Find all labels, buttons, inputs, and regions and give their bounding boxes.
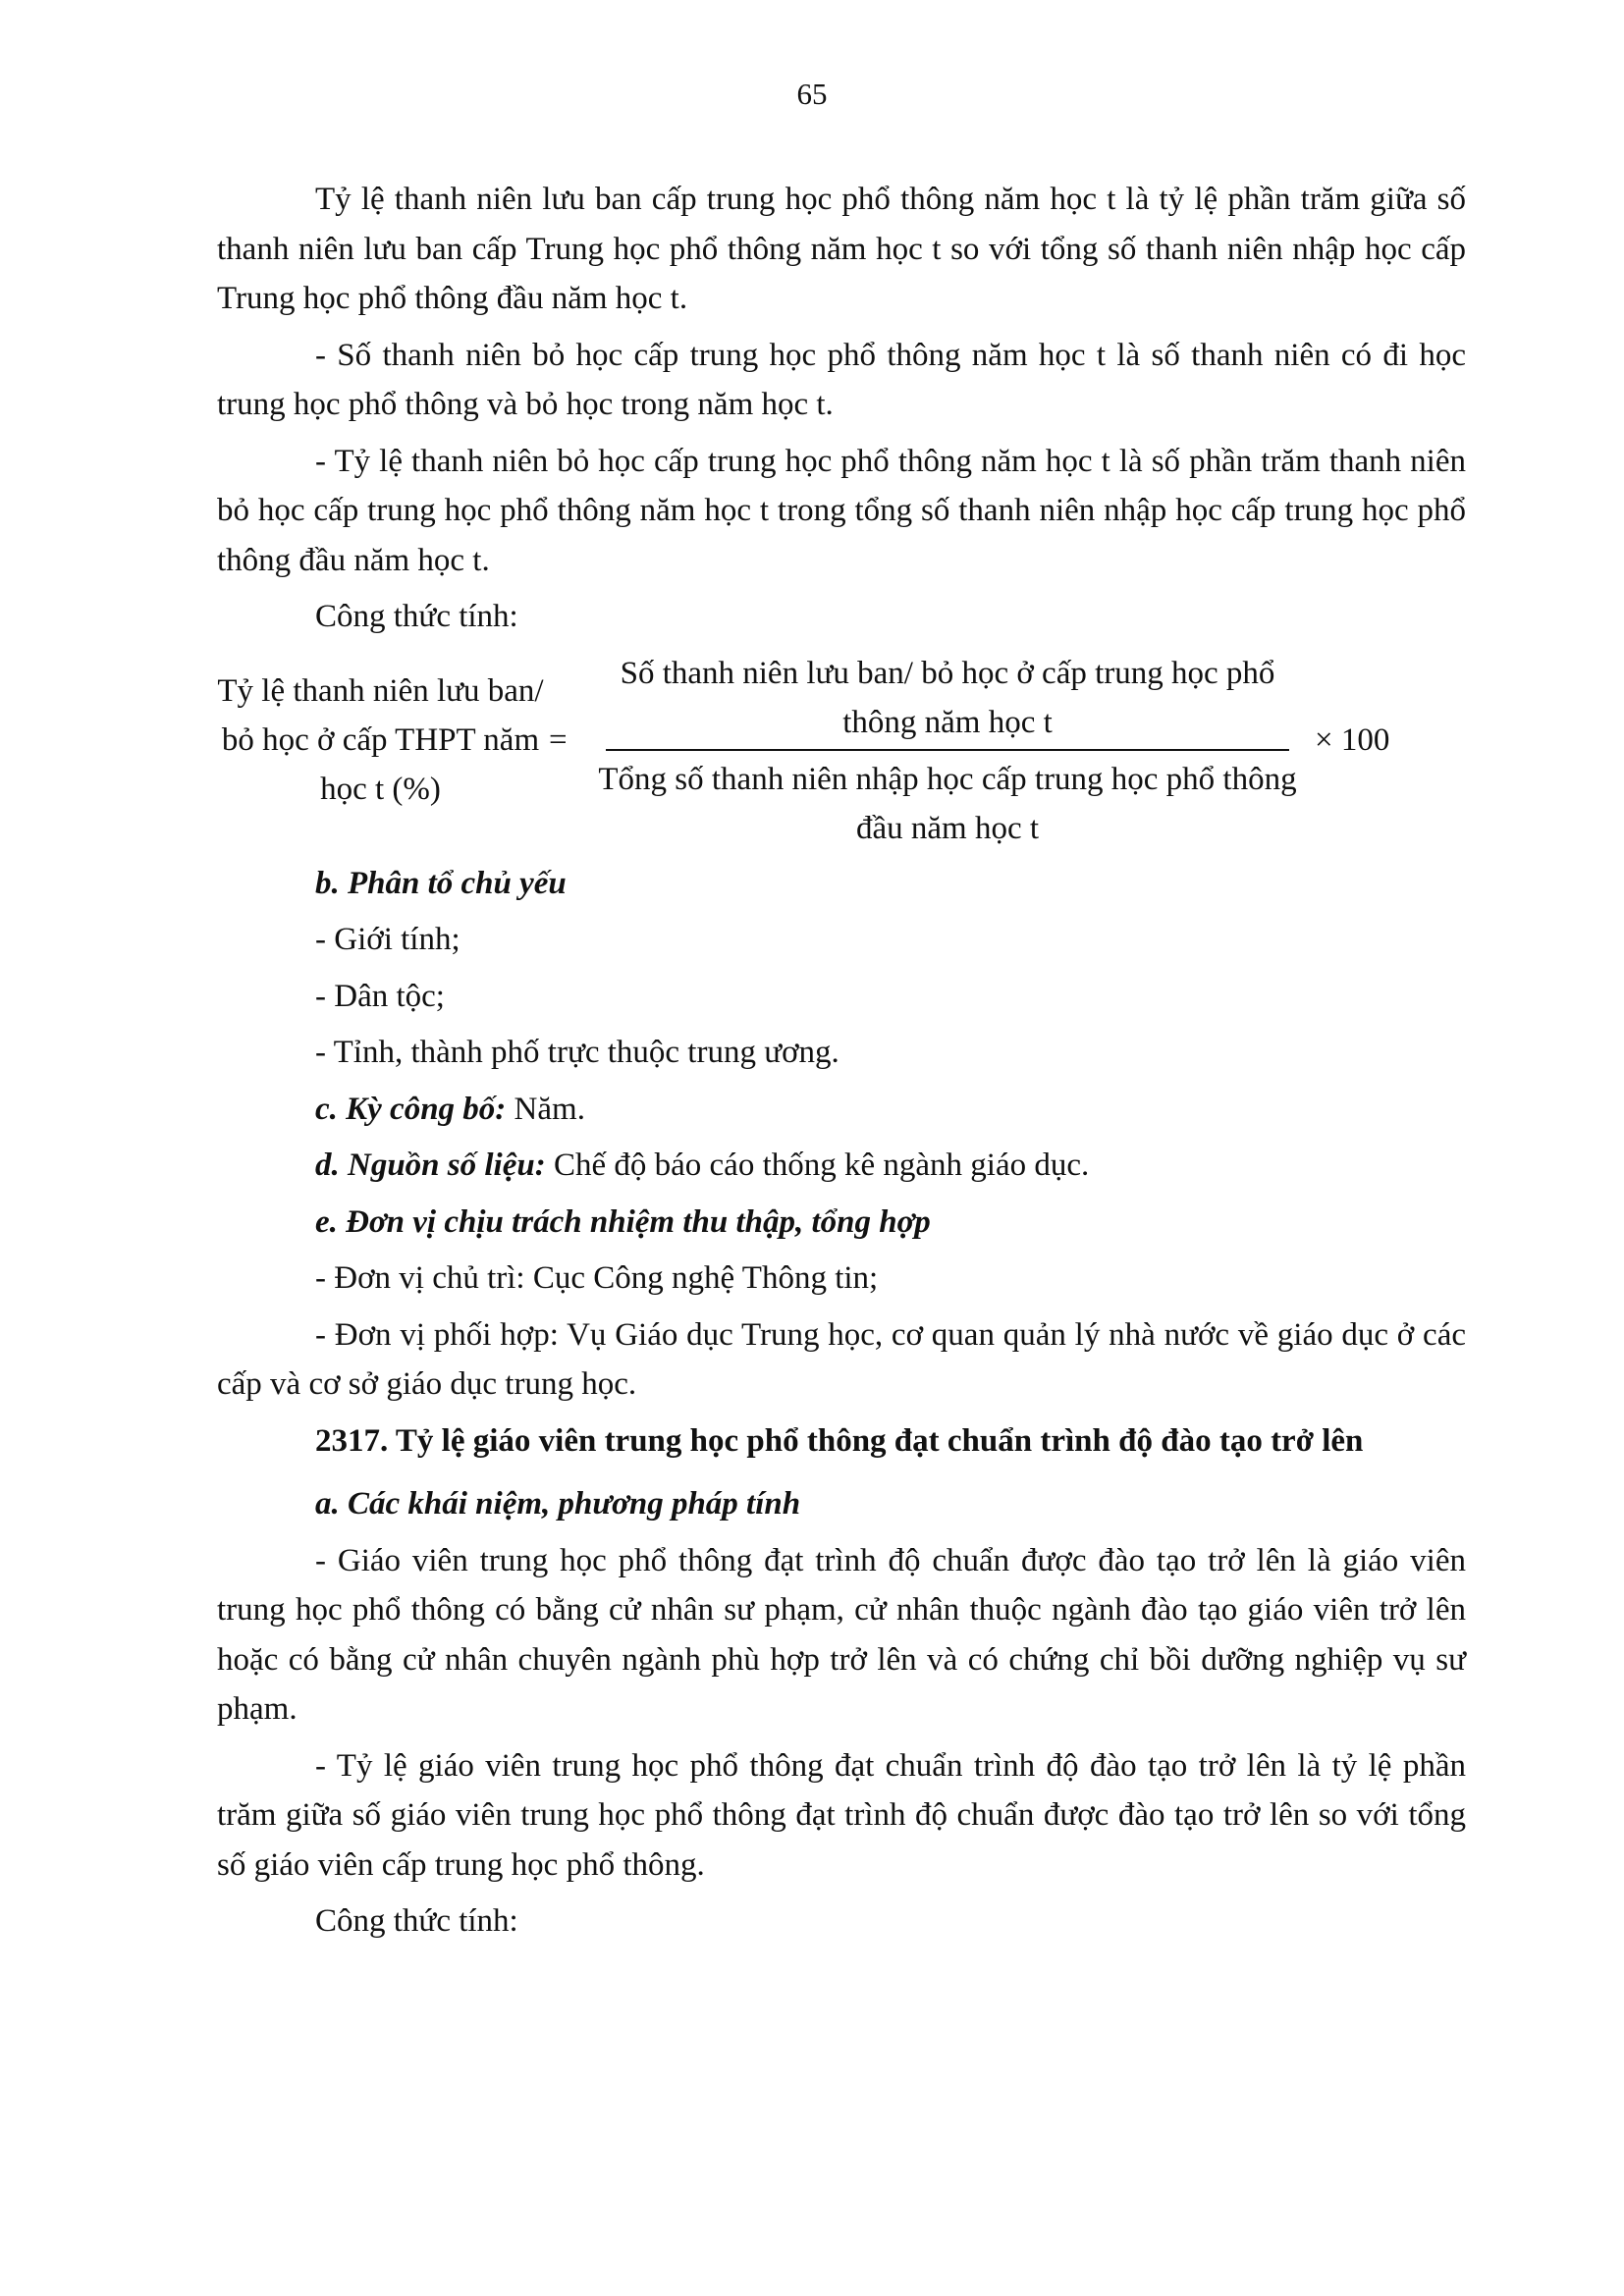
section-c-value: Năm.	[506, 1091, 585, 1127]
section-a-heading: a. Các khái niệm, phương pháp tính	[315, 1486, 801, 1522]
section-a-rate-definition: - Tỷ lệ giáo viên trung học phổ thông đạt chuẩn trình độ đào tạo trở lên là tỷ lệ phần trăm giữa số giáo viên trung học phổ thông đạt trình độ chuẩn được đào tạo trở lên so với tổng số giáo viên cấp trung học phổ thông.	[217, 1747, 1466, 1883]
formula-equals: =	[549, 721, 568, 758]
page-number: 65	[796, 77, 828, 111]
section-e-lead-unit: - Đơn vị chủ trì: Cục Công nghệ Thông tin;	[315, 1260, 879, 1296]
formula-numerator: Số thanh niên lưu ban/ bỏ học ở cấp trung học phổ thông năm học t	[620, 655, 1275, 740]
formula-multiplier: × 100	[1315, 721, 1390, 758]
section-d-label: d. Nguồn số liệu:	[315, 1148, 546, 1183]
formula-intro: Công thức tính:	[315, 599, 518, 634]
section-e-coordinating-units: - Đơn vị phối hợp: Vụ Giáo dục Trung học, cơ quan quản lý nhà nước về giáo dục ở các cấp và cơ sở giáo dục trung học.	[217, 1316, 1466, 1402]
formula-lhs: Tỷ lệ thanh niên lưu ban/ bỏ học ở cấp THPT năm học t (%)	[217, 672, 544, 807]
section-c	[217, 1085, 1466, 1135]
section-a-definition: - Giáo viên trung học phổ thông đạt trình độ chuẩn được đào tạo trở lên là giáo viên trung học phổ thông có bằng cử nhân sư phạm, cử nhân thuộc ngành đào tạo giáo viên trở lên hoặc có bằng cử nhân chuyên ngành phù hợp trở lên và có chứng chỉ bồi dưỡng nghiệp vụ sư phạm.	[217, 1542, 1466, 1727]
section-b-item: - Giới tính;	[315, 922, 460, 957]
formula-fraction	[594, 649, 1301, 853]
paragraph-dropout-count: - Số thanh niên bỏ học cấp trung học phổ thông năm học t là số thanh niên có đi học trung học phổ thông và bỏ học trong năm học t.	[217, 337, 1466, 422]
body-text	[217, 175, 1466, 1953]
fraction-bar	[606, 749, 1289, 751]
paragraph-retention-rate: Tỷ lệ thanh niên lưu ban cấp trung học phổ thông năm học t là tỷ lệ phần trăm giữa số thanh niên lưu ban cấp Trung học phổ thông năm học t so với tổng số thanh niên nhập học cấp Trung học phổ thông đầu năm học t.	[217, 182, 1466, 316]
formula-denominator: Tổng số thanh niên nhập học cấp trung học phổ thông đầu năm học t	[598, 761, 1297, 846]
section-b-item: - Tỉnh, thành phố trực thuộc trung ương.	[315, 1035, 839, 1070]
paragraph-dropout-rate: - Tỷ lệ thanh niên bỏ học cấp trung học phổ thông năm học t là số phần trăm thanh niên bỏ học cấp trung học phổ thông năm học t trong tổng số thanh niên nhập học cấp trung học phổ thông đầu năm học t.	[217, 443, 1466, 578]
formula-intro: Công thức tính:	[315, 1903, 518, 1939]
section-c-label: c. Kỳ công bố:	[315, 1091, 507, 1127]
section-e-heading: e. Đơn vị chịu trách nhiệm thu thập, tổng hợp	[315, 1203, 931, 1240]
section-b-heading: b. Phân tổ chủ yếu	[315, 865, 567, 901]
section-d	[217, 1141, 1466, 1191]
section-b-item: - Dân tộc;	[315, 978, 445, 1014]
indicator-title: 2317. Tỷ lệ giáo viên trung học phổ thông đạt chuẩn trình độ đào tạo trở lên	[315, 1422, 1364, 1459]
section-d-value: Chế độ báo cáo thống kê ngành giáo dục.	[545, 1148, 1090, 1183]
formula-block	[217, 649, 1466, 851]
